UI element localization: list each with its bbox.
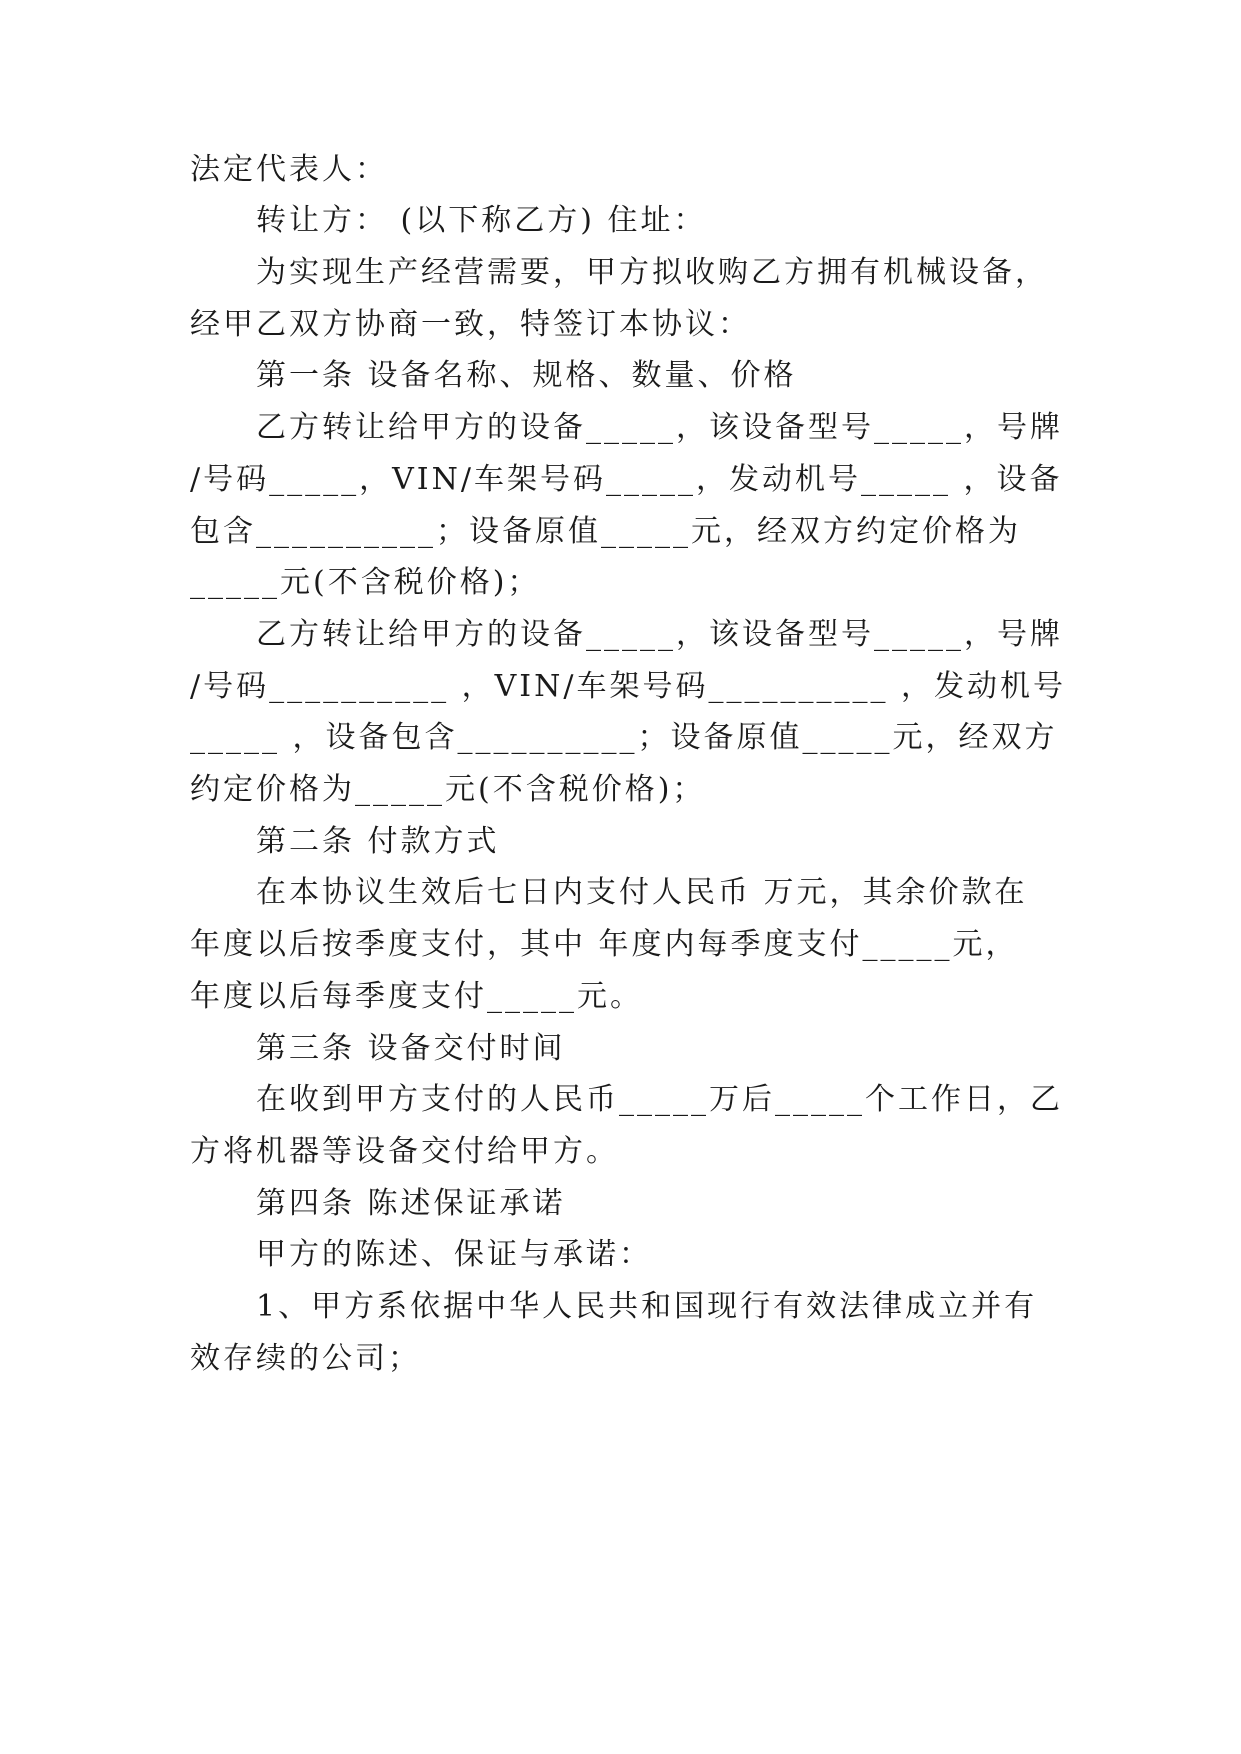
text-line-payment-2: 年度以后按季度支付，其中 年度内每季度支付_____元， xyxy=(190,927,1019,962)
text-line-equipment-b-3: _____ ，设备包含__________；设备原值_____元，经双方 xyxy=(190,720,1058,755)
text-line-delivery-1: 在收到甲方支付的人民币_____万后_____个工作日，乙 xyxy=(256,1082,1063,1117)
text-line-warranty-1a: 1、甲方系依据中华人民共和国现行有效法律成立并有 xyxy=(256,1289,1038,1324)
text-line-payment-1: 在本协议生效后七日内支付人民币 万元，其余价款在 xyxy=(256,875,1028,910)
text-line-equipment-b-1: 乙方转让给甲方的设备_____，该设备型号_____，号牌 xyxy=(256,617,1063,652)
text-line-purpose-2: 经甲乙双方协商一致，特签订本协议： xyxy=(190,307,751,342)
heading-article-1: 第一条 设备名称、规格、数量、价格 xyxy=(256,358,797,393)
text-line-warranty-intro: 甲方的陈述、保证与承诺： xyxy=(256,1237,652,1272)
text-line-equipment-b-2: /号码__________ ，VIN/车架号码__________ ，发动机号 xyxy=(190,669,1067,704)
text-line-equipment-a-4: _____元(不含税价格)； xyxy=(190,565,541,600)
heading-article-4: 第四条 陈述保证承诺 xyxy=(256,1186,566,1221)
text-line-equipment-b-4: 约定价格为_____元(不含税价格)； xyxy=(190,772,706,807)
text-line-transferor: 转让方： (以下称乙方) 住址： xyxy=(256,203,707,238)
heading-article-3: 第三条 设备交付时间 xyxy=(256,1031,566,1066)
text-line-equipment-a-2: /号码_____，VIN/车架号码_____，发动机号_____ ，设备 xyxy=(190,462,1063,497)
text-line-equipment-a-1: 乙方转让给甲方的设备_____，该设备型号_____，号牌 xyxy=(256,410,1063,445)
text-line-delivery-2: 方将机器等设备交付给甲方。 xyxy=(190,1134,619,1169)
text-line-warranty-1b: 效存续的公司； xyxy=(190,1341,421,1376)
text-line-legal-representative: 法定代表人： xyxy=(190,152,388,187)
text-line-payment-3: 年度以后每季度支付_____元。 xyxy=(190,979,643,1014)
text-line-purpose-1: 为实现生产经营需要，甲方拟收购乙方拥有机械设备， xyxy=(256,255,1048,290)
heading-article-2: 第二条 付款方式 xyxy=(256,824,500,859)
text-line-equipment-a-3: 包含__________；设备原值_____元，经双方约定价格为 xyxy=(190,514,1021,549)
